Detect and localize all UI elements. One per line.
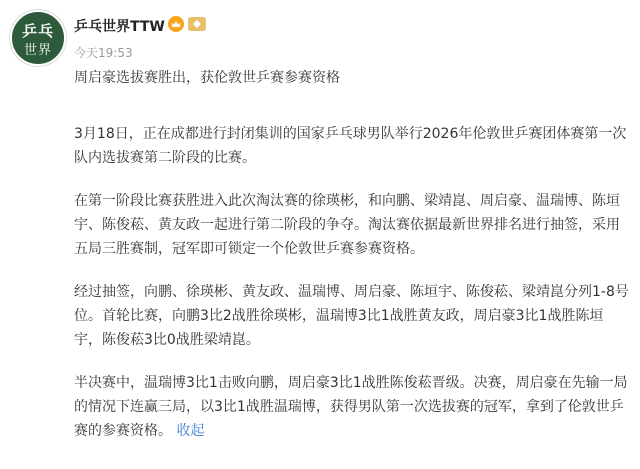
verified-badge-icon <box>168 16 184 32</box>
post-headline: 周启豪选拔赛胜出，获伦敦世乒赛参赛资格 <box>74 70 340 86</box>
avatar-text-bottom: 世界 <box>23 43 52 58</box>
user-name[interactable]: 乒乓世界TTW <box>74 19 165 35</box>
post-paragraph-text: 半决赛中，温瑞博3比1击败向鹏，周启豪3比1战胜陈俊菘晋级。决赛，周启豪在先输一局的情况下连赢三局，以3比1战胜温瑞博，获得男队第一次选拔赛的冠军，拿到了伦敦世乒赛的参赛资格。 <box>74 375 628 439</box>
avatar-text-top: 乒乓 <box>21 22 54 40</box>
post-paragraph: 在第一阶段比赛获胜进入此次淘汰赛的徐瑛彬，和向鹏、梁靖崑、周启豪、温瑞博、陈垣宇、陈俊菘、黄友政一起进行第二阶段的争夺。淘汰赛依据最新世界排名进行抽签，采用五局三胜赛制，冠军即可锁定一个伦敦世乒赛参赛资格。 <box>74 193 620 257</box>
avatar[interactable] <box>10 10 66 66</box>
post-body <box>74 66 630 462</box>
post-timestamp: 今天19:53 <box>74 46 133 60</box>
post-paragraph: 经过抽签，向鹏、徐瑛彬、黄友政、温瑞博、周启豪、陈垣宇、陈俊菘、梁靖崑分列1-8号位。首轮比赛，向鹏3比2战胜徐瑛彬，温瑞博3比1战胜黄友政，周启豪3比1战胜陈垣宇，陈俊菘3比0战胜梁靖崑。 <box>74 284 629 348</box>
collapse-link[interactable]: 收起 <box>176 423 205 439</box>
rank-badge-icon[interactable] <box>188 17 206 31</box>
post-paragraph-last <box>74 371 630 443</box>
post-header <box>0 0 640 70</box>
post-paragraph: 3月18日，正在成都进行封闭集训的国家乒乓球男队举行2026年伦敦世乒赛团体赛第一次队内选拔赛第二阶段的比赛。 <box>74 126 627 166</box>
